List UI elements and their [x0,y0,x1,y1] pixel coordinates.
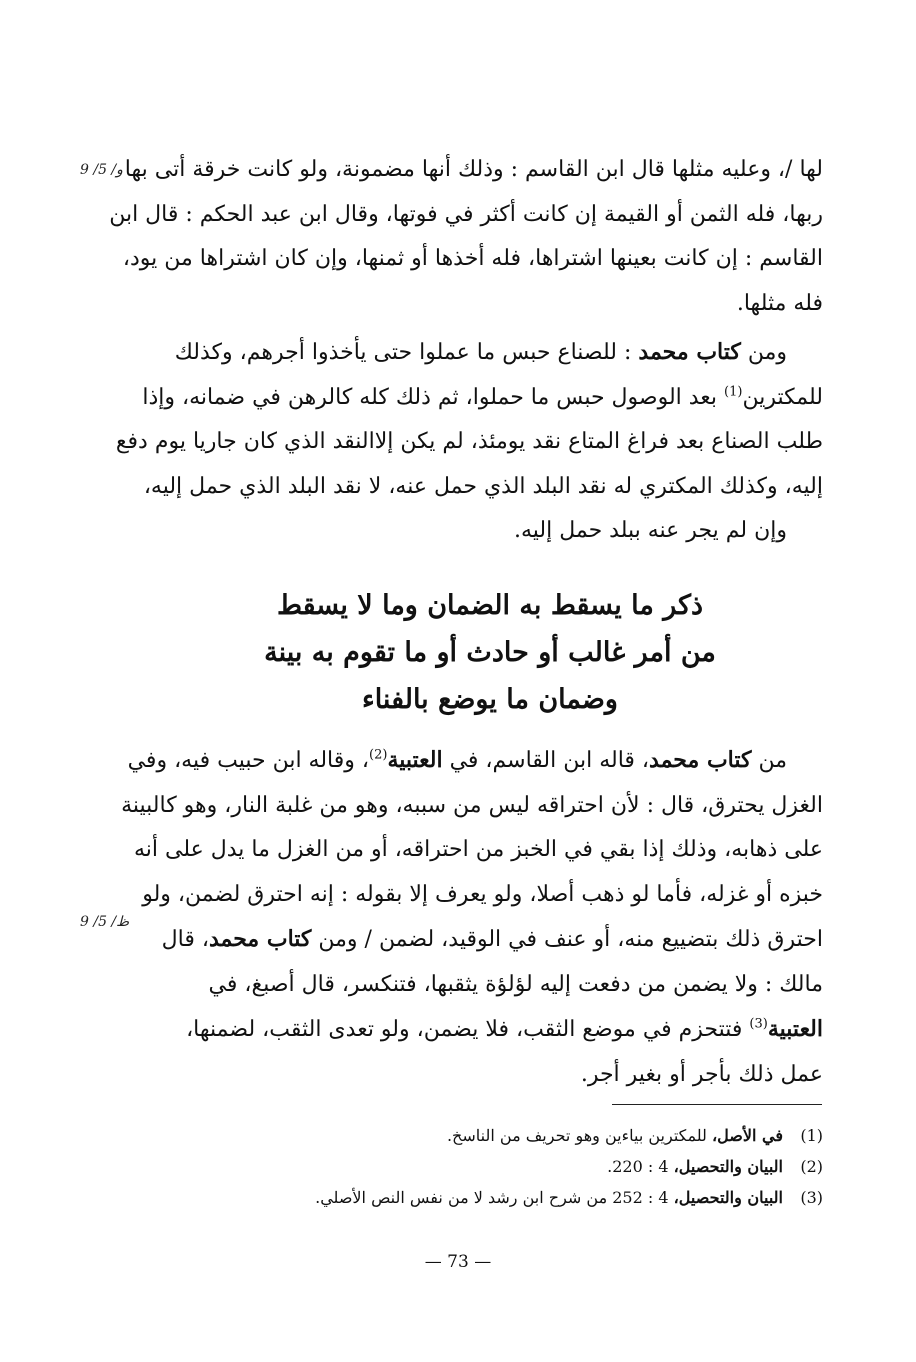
text-run: : للصناع حبس ما عملوا حتى يأخذوا أجرهم، وكذلك [174,340,639,365]
text-run: ، قال [161,927,209,952]
footnote-number: (3) [800,1188,823,1207]
book-title: كتاب محمد [638,339,741,365]
page-number: — 73 — [424,1252,492,1272]
footnotes [200,1120,823,1213]
footnote [200,1120,823,1151]
footnote-text: 4 : 252 من شرح ابن رشد لا من نفس النص الأصلي. [315,1188,674,1207]
text-run: ، قاله ابن القاسم، في [442,748,650,773]
text-run: فتتحزم في موضع الثقب، فلا يضمن، ولو تعدى الثقب، لضمنها، [186,1017,750,1042]
text-line: طلب الصناع بعد فراغ المتاع نقد يومئذ، لم يكن إلاالنقد الذي كان جاريا يوم دفع [115,429,823,454]
paragraph-kitab-muhammad [115,330,823,554]
text-line: لها /، وعليه مثلها قال ابن القاسم : وذلك أنها مضمونة، ولو كانت خرقة أتى بها [124,157,823,182]
footnote [200,1182,823,1213]
text-line: ربها، فله الثمن أو القيمة إن كانت أكثر في فوتها، وقال ابن عبد الحكم : قال ابن [109,201,823,227]
footnote-number: (2) [800,1157,823,1176]
text-run: بعد الوصول حبس ما حملوا، ثم ذلك كله كالرهن في ضمانه، وإذا [142,384,725,410]
footnote-ref: (1) [724,384,743,400]
text-line: إليه، وكذلك المكتري له نقد البلد الذي حمل عنه، لا نقد البلد الذي حمل إليه، [143,473,823,499]
text-line: خبزه أو غزله، فأما لو ذهب أصلا، ولو يعرف إلا بقوله : إنه احترق لضمن، ولو [142,881,823,907]
text-line [142,376,823,421]
text-run: احترق ذلك بتضييع منه، أو عنف في الوقيد، لضمن / ومن [311,927,823,952]
text-line: الغزل يحترق، قال : لأن احتراقه ليس من سببه، وهو من غلبة النار، وهو كالبينة [121,792,823,818]
text-line: على ذهابه، وذلك إذا بقي في الخبز من احتراقه، أو من الغزل ما يدل على أنه [134,837,823,862]
footnote-text: للمكترين بياءين وهو تحريف من الناسخ. [446,1126,712,1145]
book-title: العتبية [387,747,443,773]
text-line [158,1007,823,1053]
text-line [158,917,823,963]
footnote-number: (1) [800,1126,823,1145]
margin-folio-note: 9 /5 /و [80,162,123,178]
footnote [200,1151,823,1182]
paragraph-section-body [121,738,823,1097]
text-run: للمكترين [742,384,823,410]
text-line: القاسم : إن كانت بعينها اشتراها، فله أخذها أو ثمنها، وإن كان اشتراها من يود، [122,246,823,271]
book-title: العتبية [767,1016,823,1042]
heading-line: من أمر غالب أو حادث أو ما تقوم به بينة [264,637,716,668]
text-line: مالك : ولا يضمن من دفعت إليه لؤلؤة يثقبها، فتنكسر، قال أصبغ، في [208,971,823,997]
paragraph-continuation [109,148,823,326]
text-run: ، وقاله ابن حبيب فيه، وفي [127,748,369,773]
footnote-ref: (3) [749,1016,768,1032]
text-line [127,738,823,784]
text-line [158,330,823,376]
heading-line: ذكر ما يسقط به الضمان وما لا يسقط [277,590,703,621]
margin-folio-note: 9 /5 /ظ [80,914,130,930]
text-run: من [751,748,787,773]
footnote-text: 4 : 220. [607,1157,674,1176]
footnote-source: في الأصل، [712,1126,783,1145]
footnote-source: البيان والتحصيل، [673,1157,783,1176]
footnote-source: البيان والتحصيل، [673,1188,783,1207]
heading-line: وضمان ما يوضع بالفناء [362,684,618,715]
section-heading [150,582,830,723]
book-title: كتاب محمد [208,926,312,952]
footnote-divider [612,1104,822,1105]
footnote-ref: (2) [369,747,388,763]
book-title: كتاب محمد [649,747,752,773]
text-line: وإن لم يجر عنه ببلد حمل إليه. [513,518,787,543]
text-run: ومن [740,340,787,365]
text-line: فله مثلها. [736,290,823,316]
text-line: عمل ذلك بأجر أو بغير أجر. [580,1061,823,1087]
